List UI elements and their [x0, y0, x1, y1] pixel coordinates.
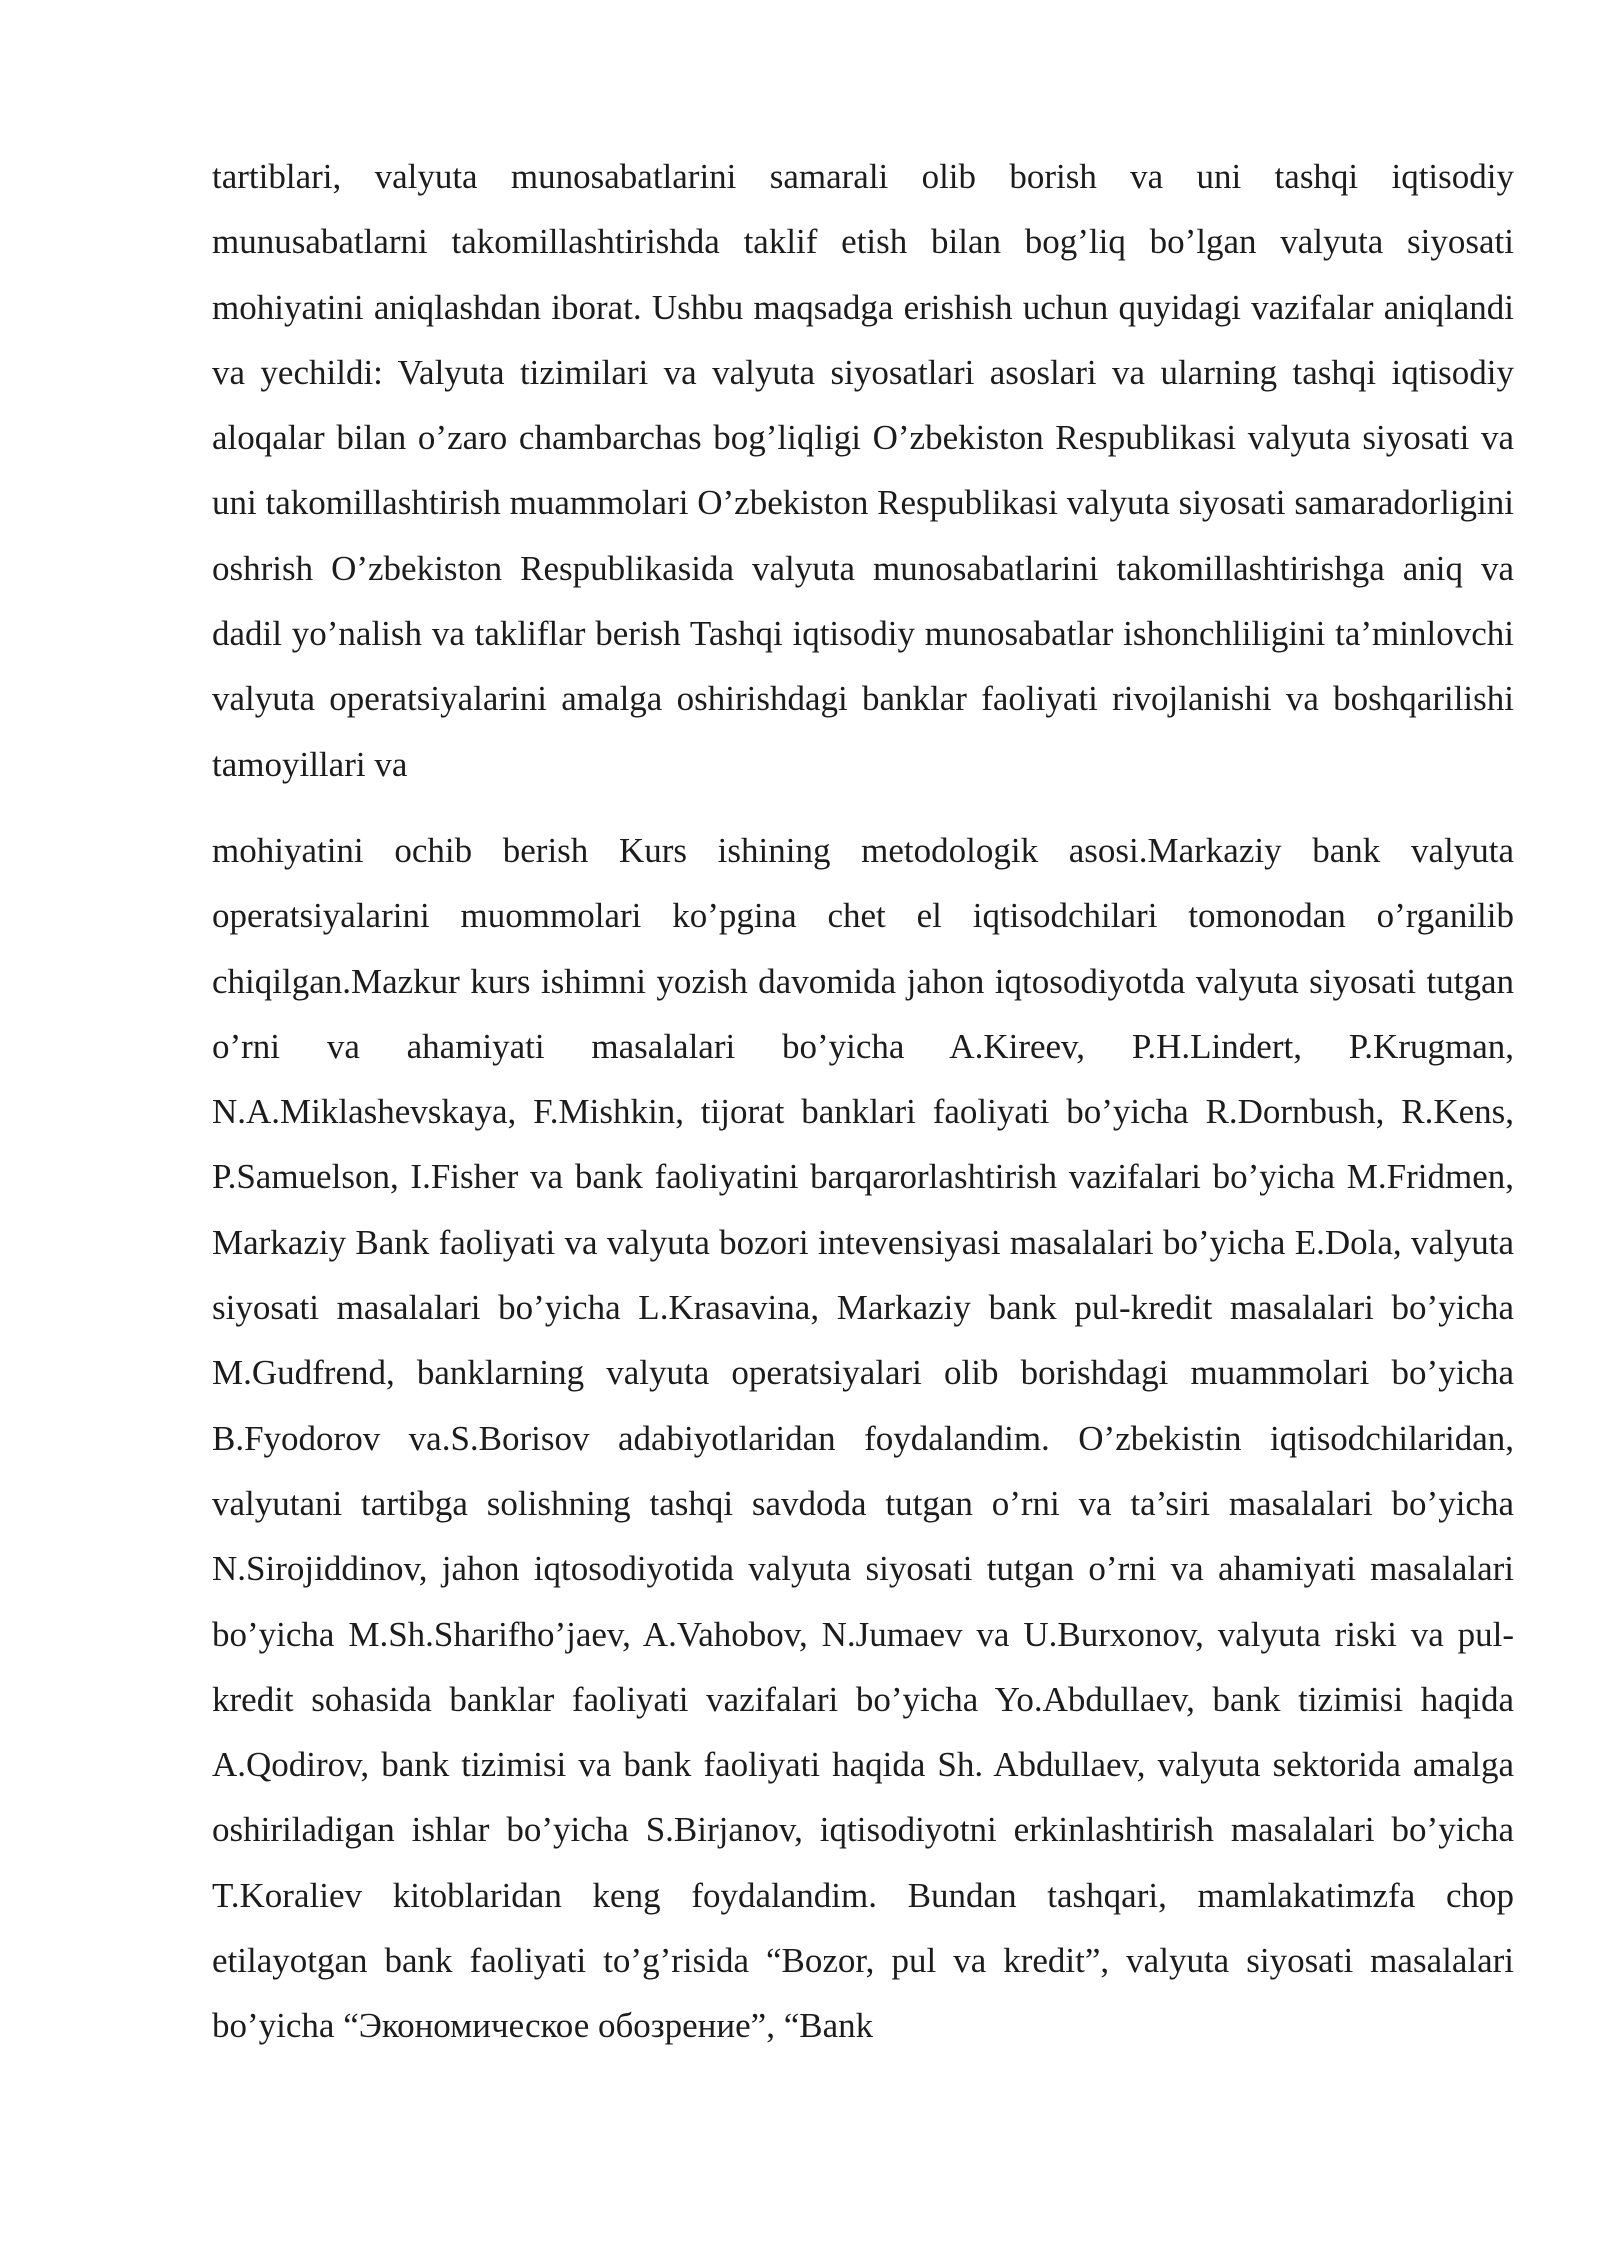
- paragraph-objectives: tartiblari, valyuta munosabatlarini samarali olib borish va uni tashqi iqtisodiy munusabatlarni takomillashtirishda taklif etish bilan bog’liq bo’lgan valyuta siyosati mohiyatini aniqlashdan iborat. Ushbu maqsadga erishish uchun quyidagi vazifalar aniqlandi va yechildi: Valyuta tizimilari va valyuta siyosatlari asoslari va ularning tashqi iqtisodiy aloqalar bilan o’zaro chambarchas bog’liqligi O’zbekiston Respublikasi valyuta siyosati va uni takomillashtirish muammolari O’zbekiston Respublikasi valyuta siyosati samaradorligini oshrish O’zbekiston Respublikasida valyuta munosabatlarini takomillashtirishga aniq va dadil yo’nalish va takliflar berish Tashqi iqtisodiy munosabatlar ishonchliligini ta’minlovchi valyuta operatsiyalarini amalga oshirishdagi banklar faoliyati rivojlanishi va boshqarilishi tamoyillari va: [212, 157, 1514, 784]
- text-block-top: [212, 144, 1514, 797]
- paragraph-methodology: mohiyatini ochib berish Kurs ishining metodologik asosi.Markaziy bank valyuta operatsiyalarini muommolari ko’pgina chet el iqtisodchilari tomonodan o’rganilib chiqilgan.Mazkur kurs ishimni yozish davomida jahon iqtosodiyotda valyuta siyosati tutgan o’rni va ahamiyati masalalari bo’yicha A.Kireev, P.H.Lindert, P.Krugman, N.A.Miklashevskaya, F.Mishkin, tijorat banklari faoliyati bo’yicha R.Dornbush, R.Kens, P.Samuelson, I.Fisher va bank faoliyatini barqarorlashtirish vazifalari bo’yicha M.Fridmen, Markaziy Bank faoliyati va valyuta bozori intevensiyasi masalalari bo’yicha E.Dola, valyuta siyosati masalalari bo’yicha L.Krasavina, Markaziy bank pul-kredit masalalari bo’yicha M.Gudfrend, banklarning valyuta operatsiyalari olib borishdagi muammolari bo’yicha B.Fyodorov va.S.Borisov adabiyotlaridan foydalandim. O’zbekistin iqtisodchilaridan, valyutani tartibga solishning tashqi savdoda tutgan o’rni va ta’siri masalalari bo’yicha N.Sirojiddinov, jahon iqtosodiyotida valyuta siyosati tutgan o’rni va ahamiyati masalalari bo’yicha M.Sh.Sharifho’jaev, A.Vahobov, N.Jumaev va U.Burxonov, valyuta riski va pul-kredit sohasida banklar faoliyati vazifalari bo’yicha Yo.Abdullaev, bank tizimisi haqida A.Qodirov, bank tizimisi va bank faoliyati haqida Sh. Abdullaev, valyuta sektorida amalga oshiriladigan ishlar bo’yicha S.Birjanov, iqtisodiyotni erkinlashtirish masalalari bo’yicha T.Koraliev kitoblaridan keng foydalandim. Bundan tashqari, mamlakatimzfa chop etilayotgan bank faoliyati to’g’risida “Bozor, pul va kredit”, valyuta siyosati masalalari bo’yicha “Экономическое обозрение”, “Bank: [212, 831, 1514, 2046]
- text-block-bottom: [212, 818, 1514, 2059]
